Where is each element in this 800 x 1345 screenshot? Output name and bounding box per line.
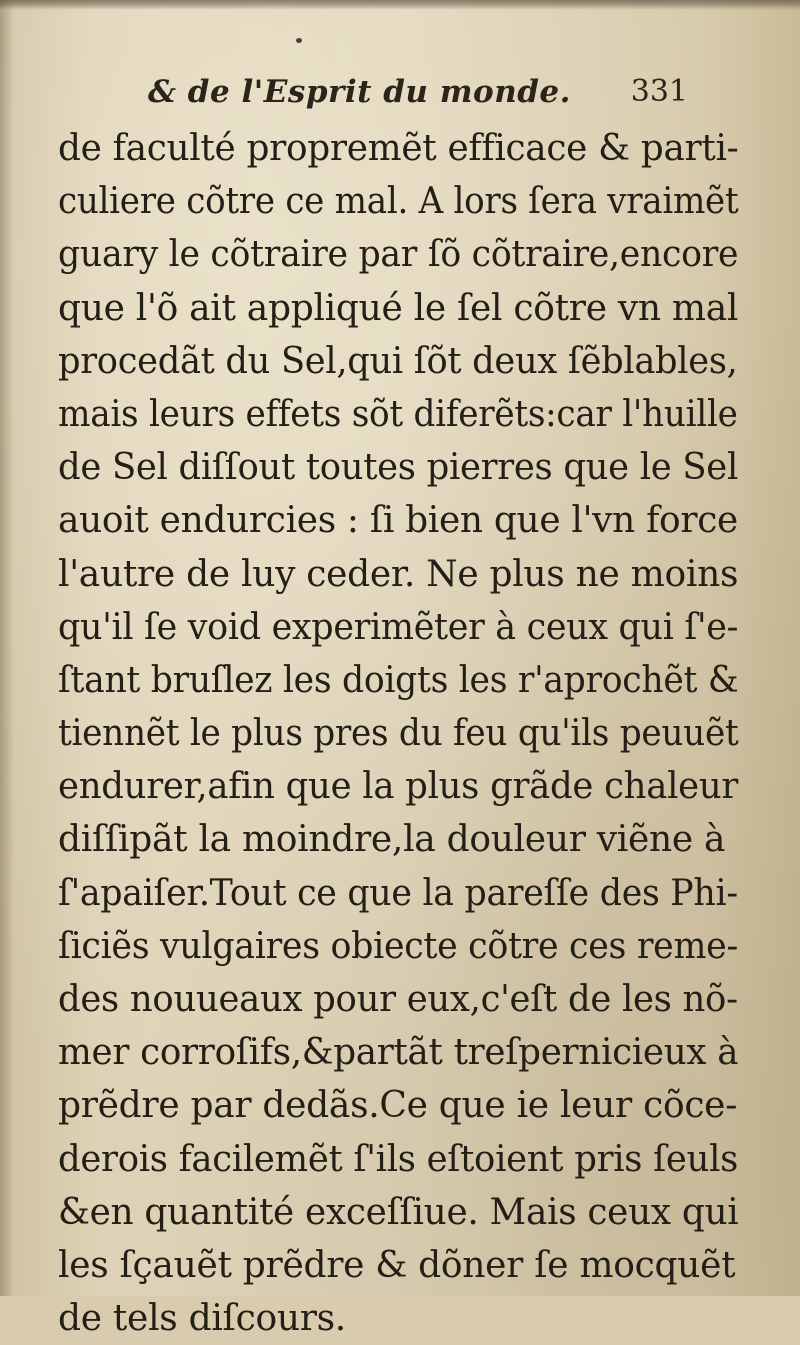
text-line: endurer,afin que la plus grãde chaleur [58,766,739,808]
text-line: ſ'apaiſer.Tout ce que la pareſſe des Phi- [58,872,738,914]
ink-spot [296,38,302,43]
text-line: derois facilemẽt ſ'ils eſtoient pris ſeuls [58,1138,739,1180]
text-line: culiere cõtre ce mal. A lors ſera vraimẽt [58,181,739,223]
text-line: mer corroſifs,&partãt treſpernicieux à [58,1032,739,1074]
text-line: de Sel diſſout toutes pierres que le Sel [58,447,738,489]
running-title: & de l'Esprit du monde. [148,74,571,110]
text-line: mais leurs effets sõt diferẽts:car l'huille [58,393,738,435]
page-top-shadow [0,0,800,10]
text-line: qu'il ſe void experimẽter à ceux qui ſ'e- [58,606,739,648]
text-line: des nouueaux pour eux,c'eſt de les nõ- [58,979,738,1020]
text-line: que l'õ ait appliqué le ſel cõtre vn mal [58,287,739,329]
text-line: de faculté propremẽt efficace & parti- [58,128,739,169]
text-line: procedãt du Sel,qui ſõt deux ſẽblables, [58,340,738,382]
running-head [148,70,688,116]
text-line: de tels diſcours. [58,1298,346,1340]
text-line: ſiciẽs vulgaires obiecte cõtre ces reme- [58,925,738,967]
text-line: ſtant bruſlez les doigts les r'aprochẽt & [58,659,739,701]
text-line: guary le cõtraire par ſõ cõtraire,encore [58,234,739,276]
page-number: 331 [630,74,688,109]
text-line: l'autre de luy ceder. Ne plus ne moins [58,553,739,595]
text-line: &en quantité exceſſiue. Mais ceux qui [58,1191,739,1233]
body-text [58,122,738,1345]
text-line: auoit endurcies : ſi bien que l'vn force [58,500,738,542]
text-line: prẽdre par dedãs.Ce que ie leur cõce- [58,1085,738,1127]
text-line: diſſipãt la moindre,la douleur viẽne à [58,819,726,861]
text-line: tiennẽt le plus pres du feu qu'ils peuuẽt [58,713,739,755]
text-line: les ſçauẽt prẽdre & dõner ſe mocquẽt [58,1244,736,1286]
page-gutter-shadow [0,0,14,1296]
